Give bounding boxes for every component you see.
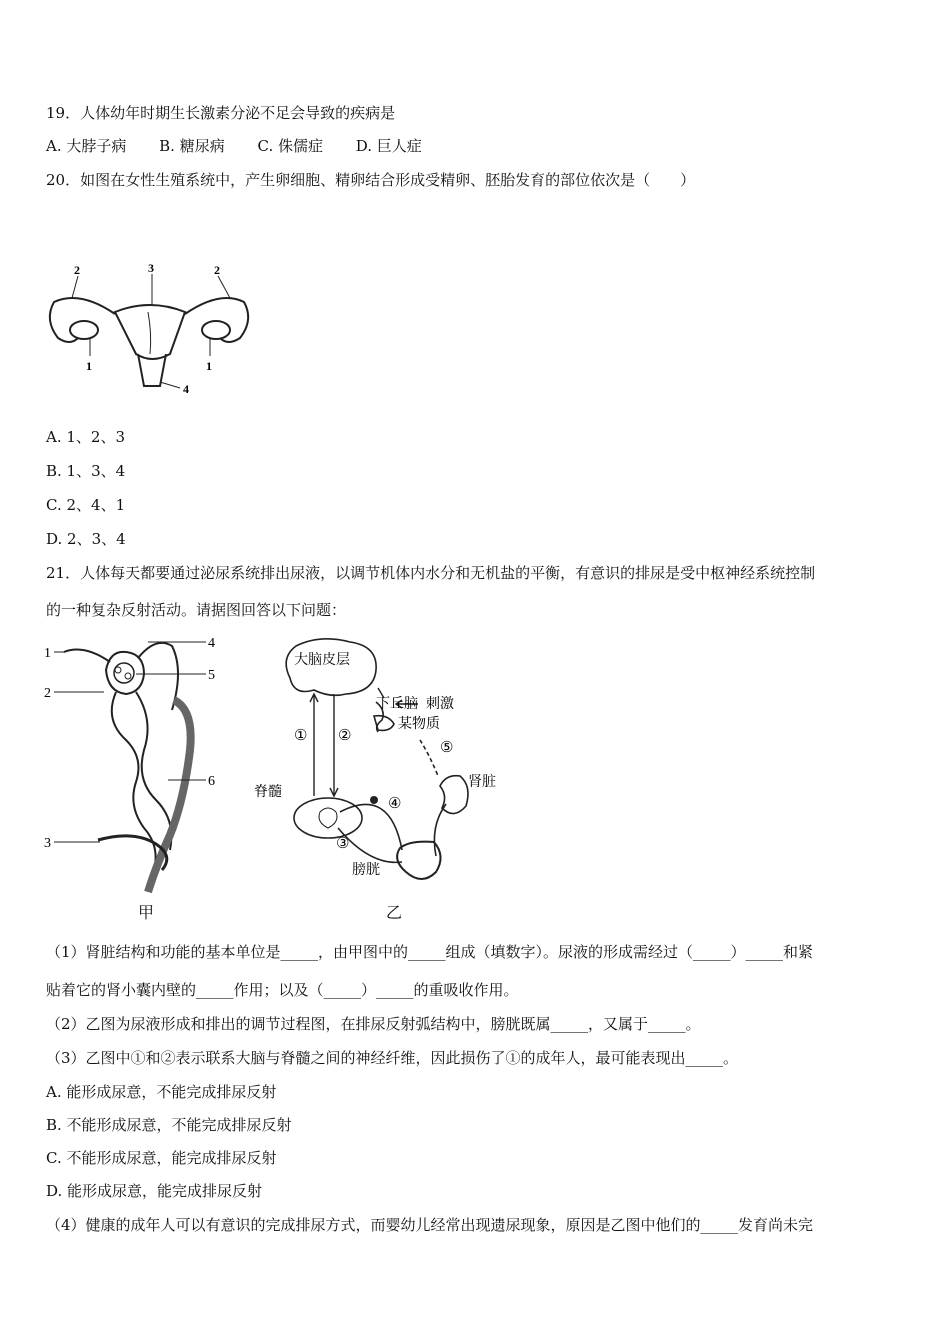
fig-yi-caption: 乙 [386,903,403,922]
q19-stem: 19．人体幼年时期生长激素分泌不足会导致的疾病是 [46,104,396,122]
q19-option-d[interactable]: D. 巨人症 [355,137,422,155]
proximal-tubule [112,692,156,870]
q20-stem: 20．如图在女性生殖系统中，产生卵细胞、精卵结合形成受精卵、胚胎发育的部位依次是（ ） [46,171,696,189]
fig20-label-4: 4 [183,382,189,396]
q20-option-d[interactable]: D. 2、3、4 [46,530,126,548]
q21-sub3-option-a[interactable]: A. 能形成尿意，不能完成排尿反射 [46,1083,277,1101]
q19-option-b[interactable]: B. 糖尿病 [159,137,225,155]
q20-option-b[interactable]: B. 1、3、4 [46,462,126,480]
q21-sub3-option-d[interactable]: D. 能形成尿意，能完成排尿反射 [46,1182,263,1200]
right-ovary [202,321,230,339]
q19-option-a[interactable]: A. 大脖子病 [46,137,127,155]
q19-option-c[interactable]: C. 侏儒症 [257,137,323,155]
q21-sub4: （4）健康的成年人可以有意识的完成排尿方式，而婴幼儿经常出现遗尿现象，原因是乙图中他们的_____发育尚未完 [46,1216,814,1234]
fig-jia-caption: 甲 [138,903,155,922]
q20-option-a[interactable]: A. 1、2、3 [46,428,125,446]
spinal-cord [294,798,362,838]
fig-jia-label-1: 1 [44,646,51,661]
fig-yi-substance: 某物质 [398,717,440,732]
q21-sub1-line1: （1）肾脏结构和功能的基本单位是_____，由甲图中的_____组成（填数字）。尿液的形成需经过（_____）_____和紧 [46,943,814,961]
q21-stem-line1: 21．人体每天都要通过泌尿系统排出尿液，以调节机体内水分和无机盐的平衡，有意识的排尿是受中枢神经系统控制 [46,564,816,582]
afferent-vessel [64,650,110,662]
q21-sub2: （2）乙图为尿液形成和排出的调节过程图，在排尿反射弧结构中，膀胱既属_____，又属于_____。 [46,1015,701,1033]
fig-yi-circle-3: ③ [336,836,350,852]
q21-sub3-option-c[interactable]: C. 不能形成尿意，能完成排尿反射 [46,1149,277,1167]
fig-jia-label-2: 2 [44,686,51,701]
fig-yi-circle-2: ② [338,728,352,744]
q20-option-c[interactable]: C. 2、4、1 [46,496,126,514]
fig-yi-circle-4: ④ [388,796,402,812]
q19-options [46,136,450,156]
pituitary [374,716,394,731]
fig-yi-hypothalamus: 下丘脑 [376,697,418,712]
fig-yi-kidney: 肾脏 [468,775,496,790]
q21-sub3: （3）乙图中①和②表示联系大脑与脊髓之间的神经纤维，因此损伤了①的成年人，最可能表现出_____。 [46,1049,739,1067]
fig20-label-3: 3 [148,262,154,275]
collecting-duct [148,700,191,892]
right-tube [185,298,248,342]
fig-yi-bladder: 膀胱 [352,863,380,878]
fig-yi-cortex: 大脑皮层 [294,653,350,668]
fig20-label-2-left: 2 [74,263,80,277]
hormone-path [420,740,438,776]
fig-yi-stimulus: 刺激 [426,697,454,712]
nephron-figure [44,630,234,902]
fig20-label-1-left: 1 [86,359,92,373]
q21-stem-line2: 的一种复杂反射活动。请据图回答以下问题： [46,601,347,619]
q21-sub1-line2: 贴着它的肾小囊内壁的_____作用；以及（_____）_____的重吸收作用。 [46,981,519,999]
left-ovary [70,321,98,339]
left-tube [50,298,115,342]
fig-jia-label-5: 5 [208,668,215,683]
fig20-label-1-right: 1 [206,359,212,373]
fig-yi-circle-1: ① [294,728,308,744]
fig-yi-circle-5: ⑤ [440,740,454,756]
q21-sub3-option-b[interactable]: B. 不能形成尿意，不能完成排尿反射 [46,1116,292,1134]
fig-jia-label-6: 6 [208,774,215,789]
fig20-label-2-right: 2 [214,263,220,277]
urination-reflex-figure [250,636,510,894]
uterus-figure [40,262,260,400]
fig-yi-spinal-cord: 脊髓 [254,785,282,800]
ureter [434,804,446,856]
fig-jia-label-4: 4 [208,636,215,651]
fig-jia-label-3: 3 [44,836,51,851]
